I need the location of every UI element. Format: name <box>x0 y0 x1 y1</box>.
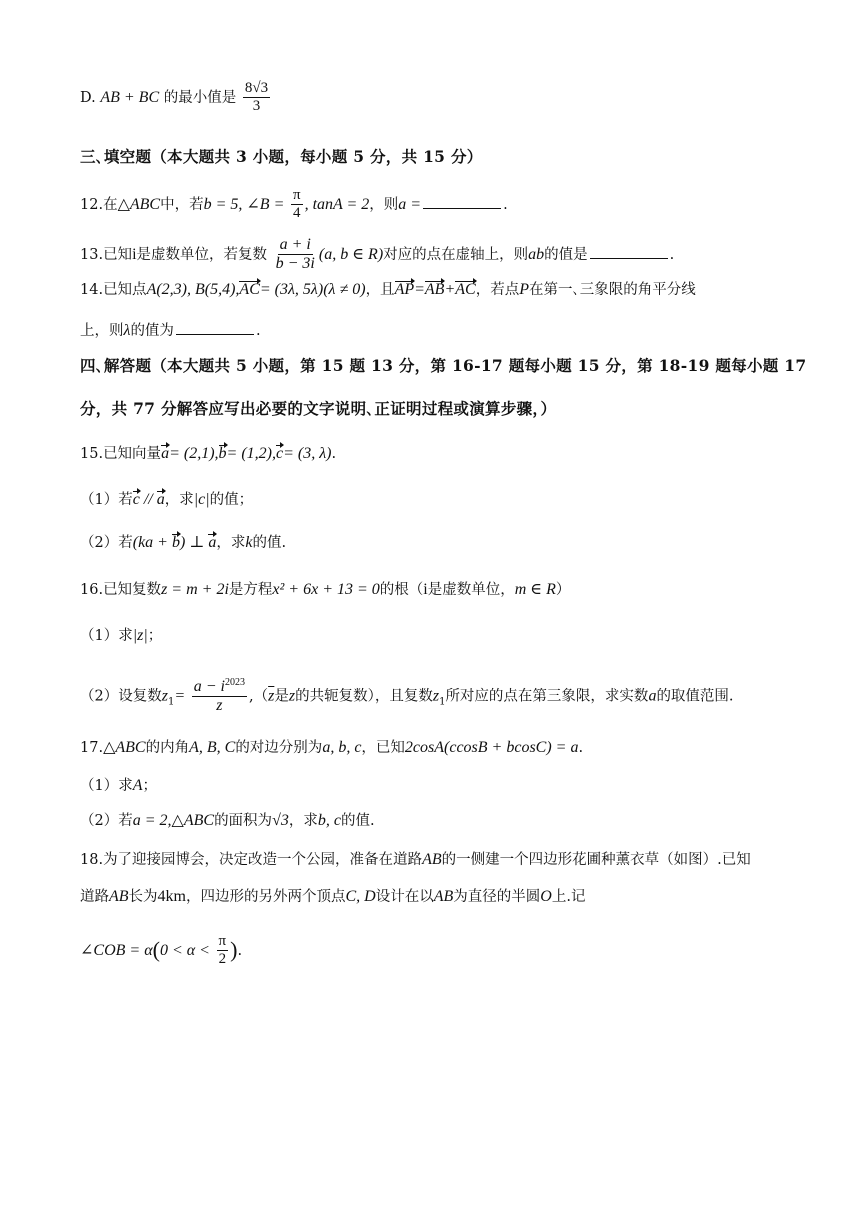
question-15: 15.已知向量a= (2,1),b= (1,2),c= (3, λ). <box>80 445 337 462</box>
math-expr: AB + BC <box>100 88 160 106</box>
section-heading-fill-blank: 三､填空题（本大题共 3 小题，每小题 5 分，共 15 分） <box>80 147 483 166</box>
answer-blank[interactable] <box>590 244 668 259</box>
question-12: 12.在△ABC中，若b = 5, ∠B = $\frac{\pi}{4}$ , tanA = 2，则a = . <box>80 187 508 222</box>
question-15-part-2: （2）若(ka + b) ⊥ a，求k的值. <box>80 534 287 551</box>
question-17: 17.△ABC的内角A, B, C的对边分别为a, b, c，已知2cosA(ccosB + bcosC) = a. <box>80 739 584 756</box>
question-16: 16.已知复数z = m + 2i是方程x² + 6x + 13 = 0的根（i是虚数单位，m ∈ R） <box>80 581 571 598</box>
option-d <box>80 80 790 116</box>
question-18: 18.为了迎接园博会，决定改造一个公园，准备在道路AB的一侧建一个四边形花圃种薰衣草（如图）.已知 <box>80 851 751 868</box>
question-15-part-1: （1）若c // a，求|c|的值； <box>80 491 254 508</box>
option-text: 的最小值是 <box>163 89 237 106</box>
question-17-part-2: （2）若a = 2,△ABC的面积为√3，求b, c的值. <box>80 812 375 829</box>
fraction: $\frac{a - i^{2023}}{z}$ <box>193 677 245 715</box>
question-17-part-1: （1）求A； <box>80 777 158 794</box>
question-16-part-1: （1）求|z|； <box>80 627 163 644</box>
section-heading-answer: 四､解答题（本大题共 5 小题，第 15 题 13 分，第 16-17 题每小题 15 分，第 18-19 题每小题 17 <box>80 356 807 375</box>
answer-blank[interactable] <box>423 194 501 209</box>
fraction: $\frac{\pi}{4}$ <box>292 187 301 222</box>
option-label: D. <box>80 89 96 106</box>
section-heading-answer-cont: 分，共 77 分解答应写出必要的文字说明､正证明过程或演算步骤，） <box>80 399 557 418</box>
question-18-line-2: 道路AB长为4km，四边形的另外两个顶点C, D设计在以AB为直径的半圆O上.记 <box>80 888 586 905</box>
question-14: 14.已知点A(2,3), B(5,4),AC= (3λ, 5λ)(λ ≠ 0)，且AP=AB+AC，若点P在第一､三象限的角平分线 <box>80 281 696 298</box>
question-14-cont: 上，则λ的值为 . <box>80 322 261 339</box>
question-13: 13.已知i是虚数单位，若复数 $\frac{a + i}{b - 3i}$ (a, b ∈ R)对应的点在虚轴上，则ab的值是 . <box>80 236 675 273</box>
answer-blank[interactable] <box>176 320 254 335</box>
fraction: $\frac{\pi}{2}$ <box>218 933 227 968</box>
fraction: $\frac{8√3}{3}$ <box>244 80 269 115</box>
question-16-part-2: （2）设复数$z_1=$ $\frac{a - i^{2023}}{z}$ $,(\overline{z}$是z的共轭复数），且复数$z_1$所对应的点在第三象限，求实数a的取值范围. <box>80 677 734 715</box>
fraction: $\frac{a + i}{b - 3i}$ <box>275 236 315 273</box>
question-18-line-3: ∠COB = α(0 < α < $\frac{\pi}{2}$ ). <box>80 933 243 968</box>
